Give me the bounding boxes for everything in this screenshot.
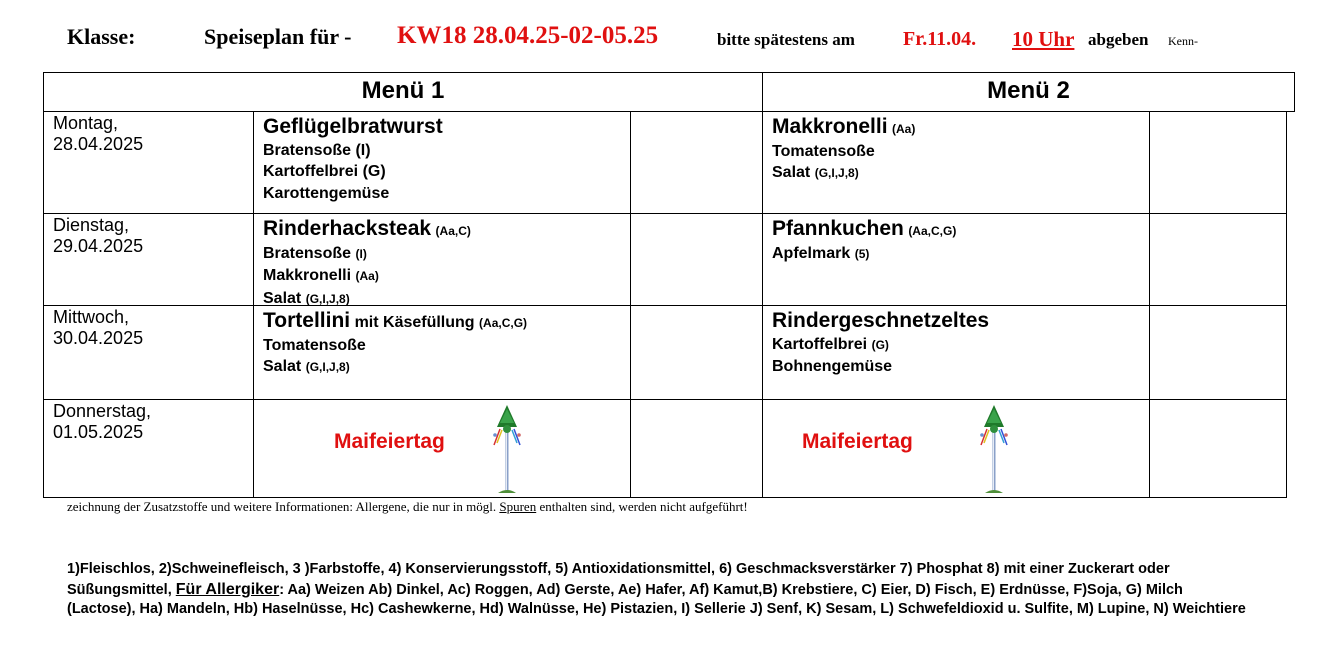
note-underlined: Spuren [499,499,537,514]
deadline-label: bitte spätestens am [717,30,855,49]
side-dish: Makkronelli [263,267,352,284]
menu-2-cell-tuesday [762,213,1150,306]
allergen-codes: (I) [355,246,367,261]
side-dish: Salat [263,289,302,307]
order-cell[interactable] [1149,399,1287,498]
holiday-label: Maifeiertag [334,430,445,453]
side-dish: Kartoffelbrei (G) [263,163,386,180]
allergen-codes: (Aa,C,G) [908,224,957,238]
side-dish: Apfelmark [772,244,851,262]
menu-1-cell-thursday [253,399,631,498]
deadline-time: 10 Uhr [1012,27,1075,51]
order-cell[interactable] [630,305,763,400]
main-dish-extra: mit Käsefüllung [354,314,475,331]
allergen-codes: (Aa) [892,122,916,136]
allergen-codes: (G,I,J,8) [814,166,859,180]
legend-additives: 1)Fleischlos, 2)Schweinefleisch, 3 )Farbstoffe, 4) Konservierungsstoff, 5) Antioxidationsmittel, 6) Geschmacksverstärker 7) Phosphat 8) mit einer Zuckerart oder Süßungsmittel, [67,561,1170,598]
date: 30.04.2025 [53,328,144,348]
order-cell[interactable] [630,213,763,306]
allergen-codes: (G,I,J,8) [305,360,350,374]
side-dish: Salat [263,358,302,375]
legend-allergens: : Aa) Weizen Ab) Dinkel, Ac) Roggen, Ad) Gerste, Ae) Hafer, Af) Kamut,B) Krebstiere, C) Eier, D) Fisch, E) Erdnüsse, F)Soja, G) Milch (Lactose), Ha) Mandeln, Hb) Haselnüsse, Hc) Cashewkerne, Hd) Walnüsse, He) Pistazien, I) Sellerie J) Senf, K) Sesam, L) Schwefeldioxid u. Sulfite, M) Lupine, N) Weichtiere [67,581,1246,617]
day-cell-tuesday [43,213,254,306]
submit-label: abgeben [1088,30,1149,49]
order-cell[interactable] [630,399,763,498]
side-dish: Bohnengemüse [772,358,893,375]
maypole-icon [490,403,524,497]
main-dish: Tortellini [263,309,351,332]
menu-1-cell-tuesday [253,213,631,306]
allergen-codes: (Aa,C,G) [479,316,528,330]
side-dish: Tomatensoße [263,336,366,354]
order-cell[interactable] [1149,213,1287,306]
allergen-codes: (5) [854,246,870,261]
menu-plan-label: Speiseplan für - [204,24,352,49]
allergen-codes: (G,I,J,8) [305,291,350,306]
side-dish: Karottengemüse [263,184,390,202]
side-dish: Bratensoße [263,244,352,262]
maypole-icon [977,403,1011,497]
allergen-codes: (G) [871,337,889,352]
weekday: Mittwoch, [53,307,130,327]
main-dish: Rindergeschnetzeltes [772,309,990,332]
menu-2-cell-wednesday [762,305,1150,400]
day-cell-wednesday [43,305,254,400]
date: 28.04.2025 [53,134,144,154]
holiday-label: Maifeiertag [802,430,913,453]
menu-2-cell-thursday [762,399,1150,498]
order-cell[interactable] [1149,305,1287,400]
note-start: Kenn- [1168,34,1198,48]
side-dish: Kartoffelbrei [772,335,868,353]
weekday: Montag, [53,113,119,133]
additives-note [67,499,748,515]
menu-1-cell-wednesday [253,305,631,400]
legend-allergiker: Für Allergiker [175,580,280,598]
allergen-legend [67,560,1247,620]
order-cell[interactable] [1149,111,1287,214]
menu-2-cell-monday [762,111,1150,214]
calendar-week: KW18 28.04.25-02-05.25 [397,22,659,49]
note-text: enthalten sind, werden nicht aufgeführt! [539,499,748,514]
menu-1-header: Menü 1 [43,72,763,112]
main-dish: Makkronelli [772,115,888,138]
allergen-codes: (Aa) [355,269,379,283]
deadline-day: Fr.11.04. [903,28,977,50]
menu-2-header: Menü 2 [762,72,1295,112]
main-dish: Rinderhacksteak [263,217,432,240]
order-cell[interactable] [630,111,763,214]
date: 29.04.2025 [53,236,144,256]
weekday: Dienstag, [53,215,130,235]
day-cell-monday [43,111,254,214]
main-dish: Geflügelbratwurst [263,115,443,138]
allergen-codes: (Aa,C) [435,224,471,238]
date: 01.05.2025 [53,422,144,442]
main-dish: Pfannkuchen [772,217,904,240]
side-dish: Tomatensoße [772,142,875,160]
class-label: Klasse: [67,24,136,49]
weekday: Donnerstag, [53,401,152,421]
note-text: zeichnung der Zusatzstoffe und weitere Informationen: Allergene, die nur in mögl. [67,499,497,514]
menu-1-cell-monday [253,111,631,214]
day-cell-thursday [43,399,254,498]
side-dish: Salat [772,164,811,181]
side-dish: Bratensoße (I) [263,141,371,159]
